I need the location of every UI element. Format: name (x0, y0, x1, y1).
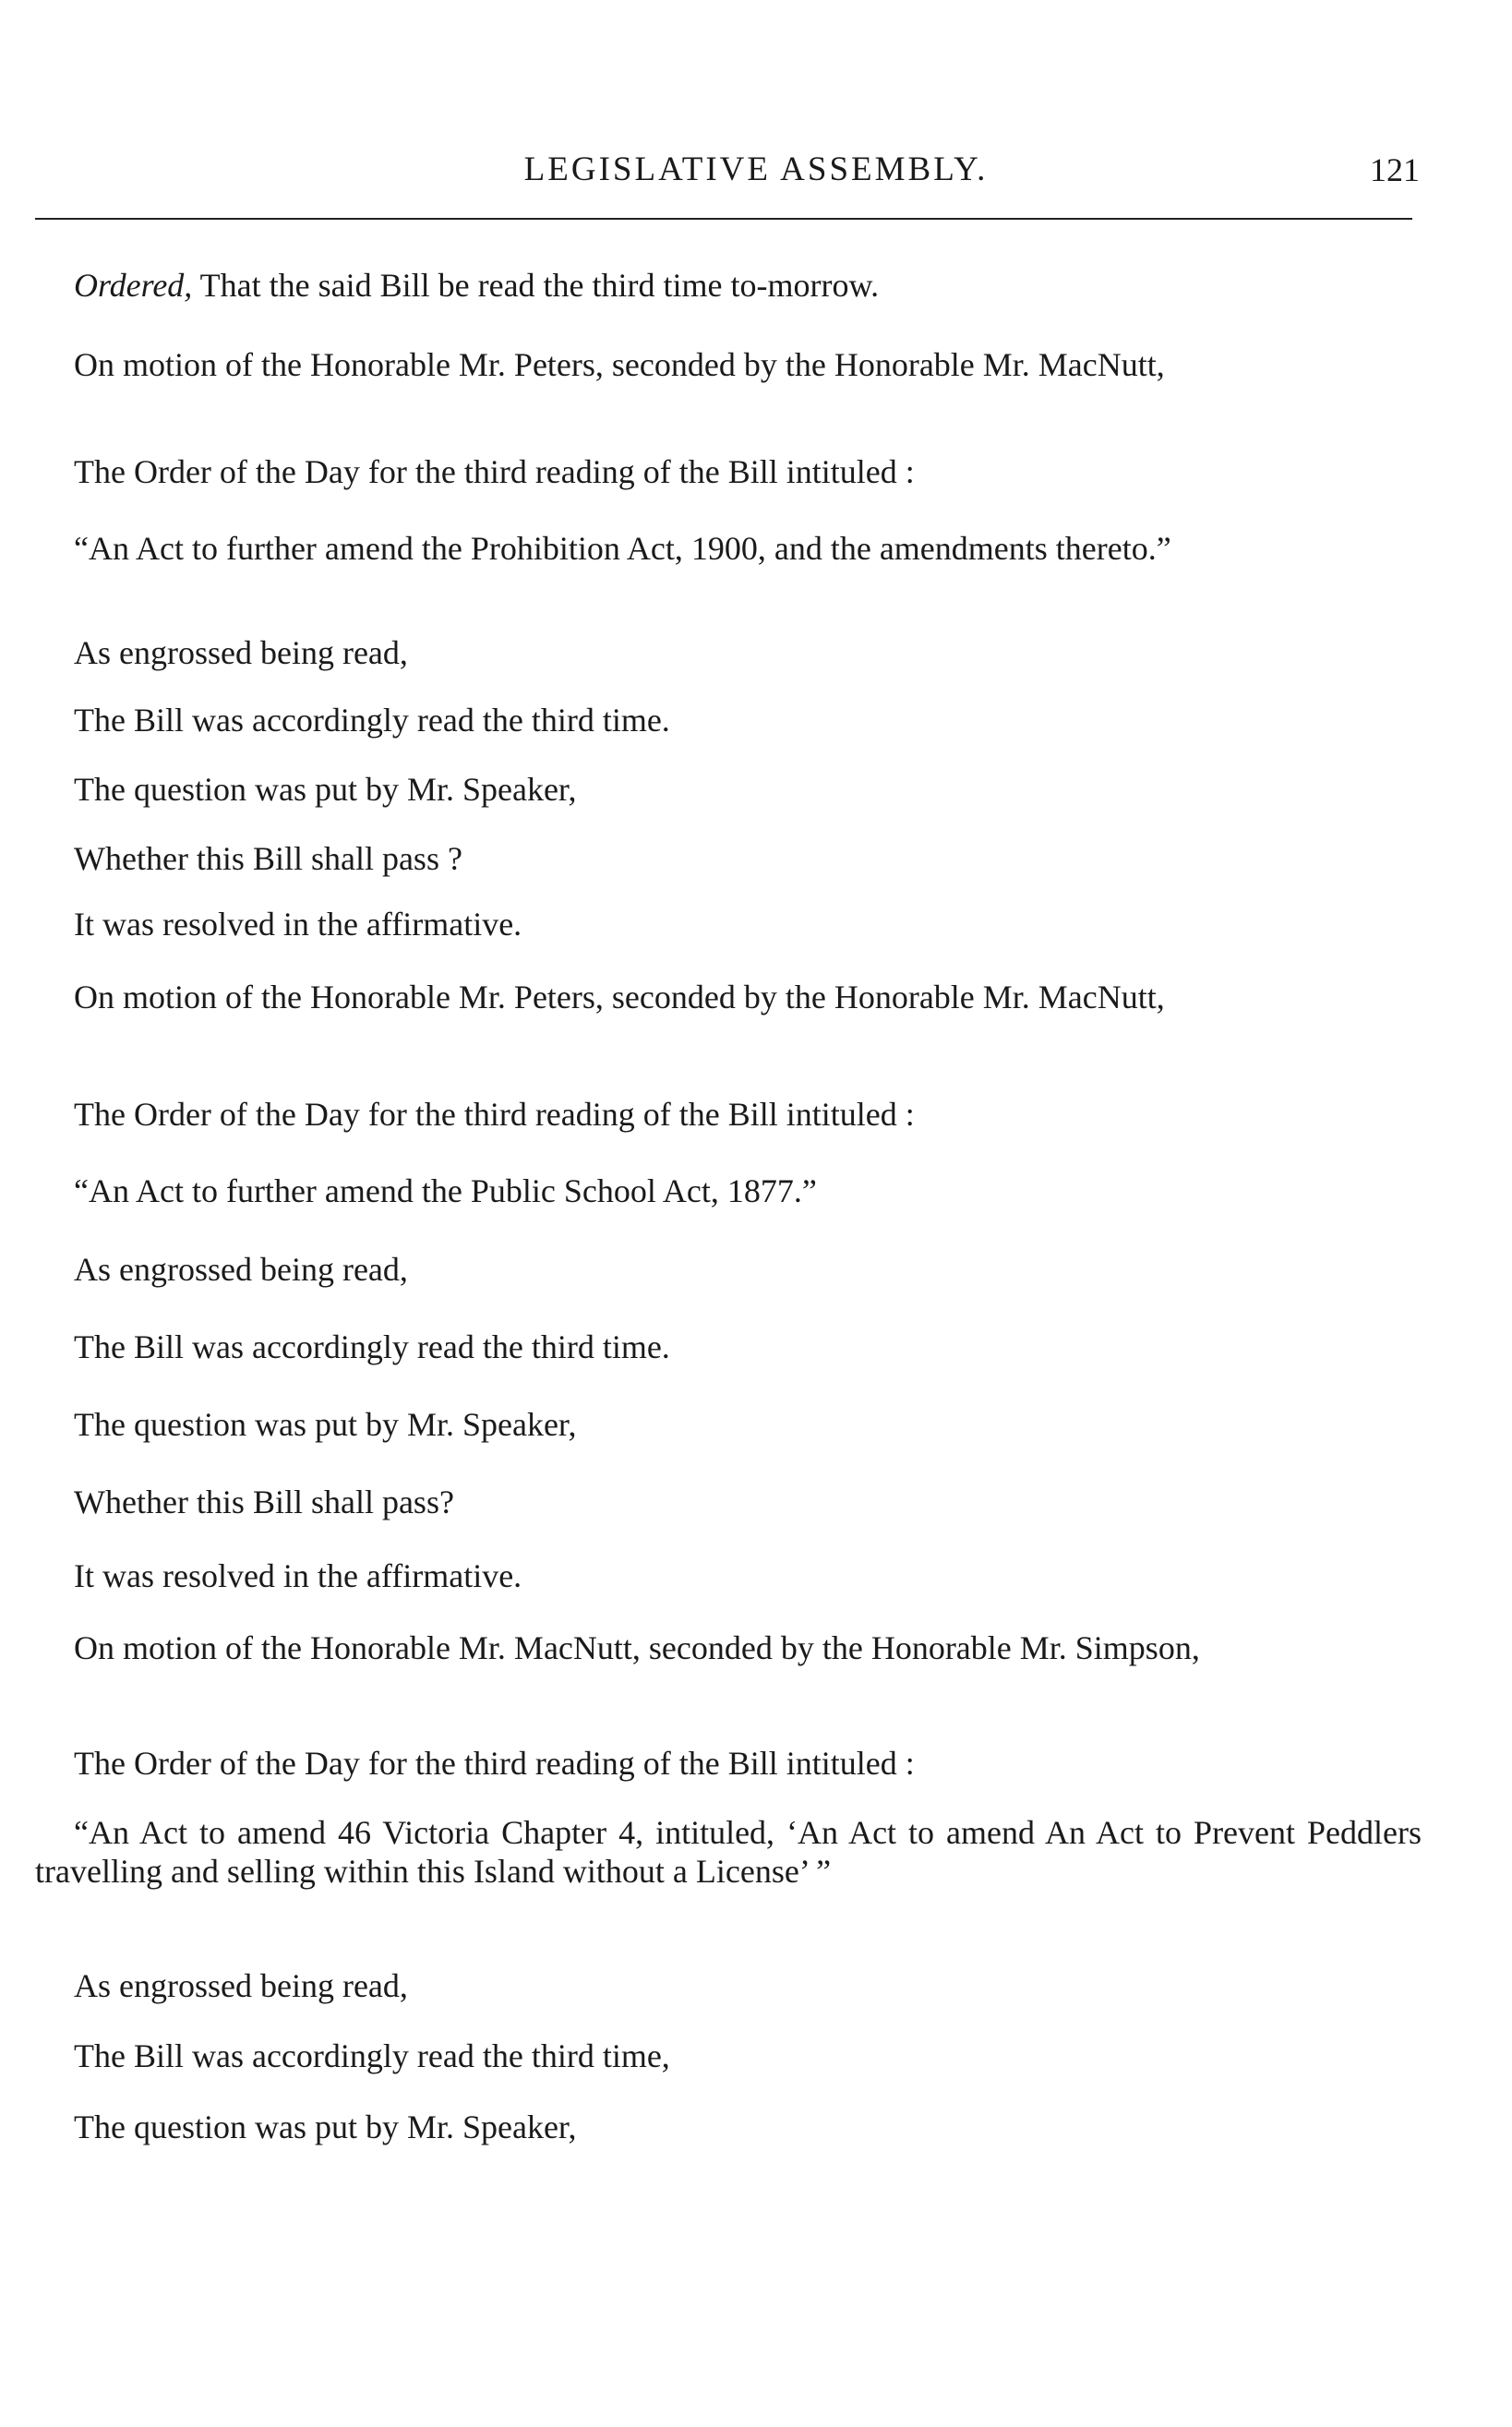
order-of-day-1: The Order of the Day for the third reading of the Bill intituled : (74, 453, 915, 490)
question-3: The question was put by Mr. Speaker, (74, 2109, 577, 2145)
bill-read-2: The Bill was accordingly read the third time. (74, 1328, 670, 1365)
bill-read-3: The Bill was accordingly read the third time, (74, 2037, 670, 2074)
order-of-day-3: The Order of the Day for the third reading of the Bill intituled : (74, 1745, 915, 1782)
whether-pass-1: Whether this Bill shall pass ? (74, 840, 462, 877)
act-title-2: “An Act to further amend the Public School Act, 1877.” (74, 1172, 817, 1209)
ordered-paragraph (74, 266, 1412, 305)
motion-paragraph-2: On motion of the Honorable Mr. Peters, seconded by the Honorable Mr. MacNutt, (74, 979, 1165, 1015)
resolved-2: It was resolved in the affirmative. (74, 1557, 522, 1594)
page-title: LEGISLATIVE ASSEMBLY. (523, 150, 989, 188)
resolved-1: It was resolved in the affirmative. (74, 906, 522, 943)
engrossed-3: As engrossed being read, (74, 1967, 408, 2004)
ordered-text: That the said Bill be read the third time to-morrow. (192, 267, 880, 304)
question-1: The question was put by Mr. Speaker, (74, 771, 577, 808)
header-rule (35, 218, 1412, 220)
question-2: The question was put by Mr. Speaker, (74, 1406, 577, 1443)
motion-paragraph-1: On motion of the Honorable Mr. Peters, seconded by the Honorable Mr. MacNutt, (74, 346, 1165, 383)
act-title-1: “An Act to further amend the Prohibition Act, 1900, and the amendments thereto.” (74, 530, 1171, 567)
engrossed-1: As engrossed being read, (74, 634, 408, 671)
act-title-3: “An Act to amend 46 Victoria Chapter 4, intituled, ‘An Act to amend An Act to Prevent Peddlers travelling and selling within this Island without a License’ ” (35, 1814, 1422, 1890)
motion-paragraph-3: On motion of the Honorable Mr. MacNutt, seconded by the Honorable Mr. Simpson, (74, 1629, 1200, 1666)
order-of-day-2: The Order of the Day for the third reading of the Bill intituled : (74, 1096, 915, 1133)
page-number: 121 (1370, 151, 1420, 188)
bill-read-1: The Bill was accordingly read the third time. (74, 702, 670, 739)
engrossed-2: As engrossed being read, (74, 1251, 408, 1288)
ordered-word: Ordered, (74, 267, 193, 304)
whether-pass-2: Whether this Bill shall pass? (74, 1484, 454, 1520)
